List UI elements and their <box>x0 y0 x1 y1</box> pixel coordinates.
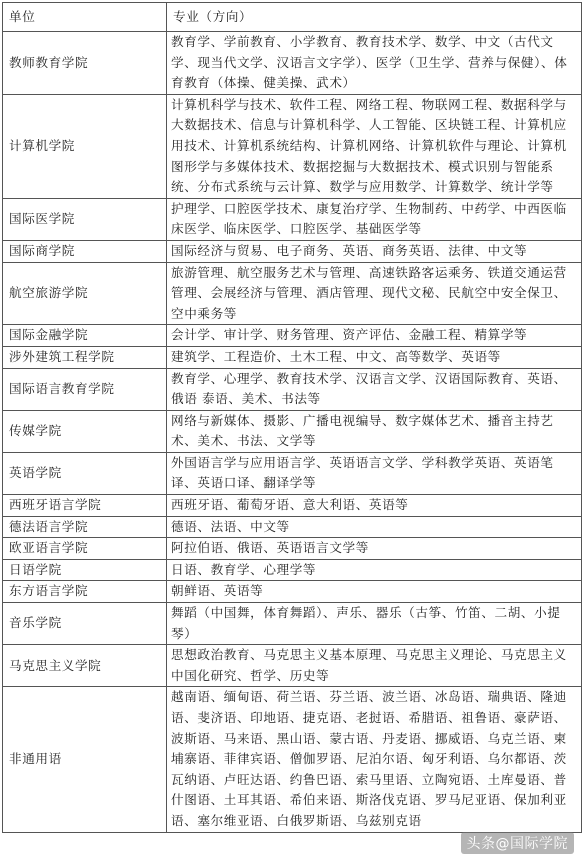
table-row <box>3 538 582 560</box>
watermark-logo-text: 头条@国际学院 <box>461 832 575 854</box>
major-cell: 阿拉伯语、俄语、英语语言文学等 <box>167 538 582 560</box>
major-cell: 会计学、审计学、财务管理、资产评估、金融工程、精算学等 <box>167 325 582 347</box>
table-row <box>3 94 582 198</box>
table-row <box>3 32 582 95</box>
table-row <box>3 516 582 538</box>
unit-cell: 西班牙语言学院 <box>3 495 167 517</box>
unit-cell: 涉外建筑工程学院 <box>3 346 167 368</box>
unit-cell: 国际语言教育学院 <box>3 368 167 410</box>
unit-cell: 英语学院 <box>3 452 167 494</box>
unit-cell: 非通用语 <box>3 687 167 832</box>
table-row <box>3 410 582 452</box>
unit-cell: 传媒学院 <box>3 410 167 452</box>
table-row <box>3 581 582 603</box>
unit-cell: 欧亚语言学院 <box>3 538 167 560</box>
major-cell: 德语、法语、中文等 <box>167 516 582 538</box>
table-row <box>3 559 582 581</box>
table-row <box>3 240 582 262</box>
table-row <box>3 346 582 368</box>
unit-cell: 航空旅游学院 <box>3 262 167 325</box>
major-cell: 教育学、心理学、教育技术学、汉语言文学、汉语国际教育、英语、俄语 泰语、美术、书法等 <box>167 368 582 410</box>
majors-table <box>2 2 582 833</box>
header-major: 专业（方向） <box>167 3 582 32</box>
major-cell: 西班牙语、葡萄牙语、意大利语、英语等 <box>167 495 582 517</box>
table-row <box>3 262 582 325</box>
table-body <box>3 32 582 833</box>
major-cell: 护理学、口腔医学技术、康复治疗学、生物制药、中药学、中西医临床医学、临床医学、口腔医学、基础医学等 <box>167 198 582 240</box>
unit-cell: 东方语言学院 <box>3 581 167 603</box>
table-row <box>3 645 582 687</box>
major-cell: 朝鲜语、英语等 <box>167 581 582 603</box>
major-cell: 计算机科学与技术、软件工程、网络工程、物联网工程、数据科学与大数据技术、信息与计算机科学、人工智能、区块链工程、计算机应用技术、计算机系统结构、计算机网络、计算机软件与理论、计算机图形学与多媒体技术、数据挖掘与大数据技术、模式识别与智能系统、分布式系统与云计算、数学与应用数学、计算数学、统计学等 <box>167 94 582 198</box>
unit-cell: 国际金融学院 <box>3 325 167 347</box>
header-unit: 单位 <box>3 3 167 32</box>
table-row <box>3 687 582 832</box>
unit-cell: 国际医学院 <box>3 198 167 240</box>
major-cell: 越南语、缅甸语、荷兰语、芬兰语、波兰语、冰岛语、瑞典语、隆迪语、斐济语、印地语、捷克语、老挝语、希腊语、祖鲁语、豪萨语、波斯语、马来语、黑山语、蒙古语、丹麦语、挪威语、乌克兰语、柬埔寨语、菲律宾语、僧伽罗语、尼泊尔语、匈牙利语、乌尔都语、茨瓦纳语、卢旺达语、约鲁巴语、索马里语、立陶宛语、土库曼语、普什图语、土耳其语、希伯来语、斯洛伐克语、罗马尼亚语、保加利亚语、塞尔维亚语、白俄罗斯语、乌兹别克语 <box>167 687 582 832</box>
table-row <box>3 325 582 347</box>
major-cell: 建筑学、工程造价、土木工程、中文、高等数学、英语等 <box>167 346 582 368</box>
majors-table-container <box>2 2 582 833</box>
unit-cell: 日语学院 <box>3 559 167 581</box>
unit-cell: 国际商学院 <box>3 240 167 262</box>
major-cell: 网络与新媒体、摄影、广播电视编导、数字媒体艺术、播音主持艺术、美术、书法、文学等 <box>167 410 582 452</box>
unit-cell: 德法语言学院 <box>3 516 167 538</box>
major-cell: 国际经济与贸易、电子商务、英语、商务英语、法律、中文等 <box>167 240 582 262</box>
major-cell: 旅游管理、航空服务艺术与管理、高速铁路客运乘务、铁道交通运营管理、会展经济与管理、酒店管理、现代文秘、民航空中安全保卫、空中乘务等 <box>167 262 582 325</box>
unit-cell: 教师教育学院 <box>3 32 167 95</box>
major-cell: 舞蹈（中国舞，体育舞蹈）、声乐、器乐（古筝、竹笛、二胡、小提琴） <box>167 603 582 645</box>
major-cell: 思想政治教育、马克思主义基本原理、马克思主义理论、马克思主义中国化研究、哲学、历史等 <box>167 645 582 687</box>
unit-cell: 马克思主义学院 <box>3 645 167 687</box>
table-header-row <box>3 3 582 32</box>
table-row <box>3 452 582 494</box>
table-row <box>3 198 582 240</box>
major-cell: 教育学、学前教育、小学教育、教育技术学、数学、中文（古代文学、现当代文学、汉语言文字学）、医学（卫生学、营养与保健）、体育教育（体操、健美操、武术） <box>167 32 582 95</box>
table-row <box>3 495 582 517</box>
unit-cell: 计算机学院 <box>3 94 167 198</box>
unit-cell: 音乐学院 <box>3 603 167 645</box>
major-cell: 外国语言学与应用语言学、英语语言文学、学科教学英语、英语笔译、英语口译、翻译学等 <box>167 452 582 494</box>
table-row <box>3 368 582 410</box>
major-cell: 日语、教育学、心理学等 <box>167 559 582 581</box>
table-row <box>3 603 582 645</box>
